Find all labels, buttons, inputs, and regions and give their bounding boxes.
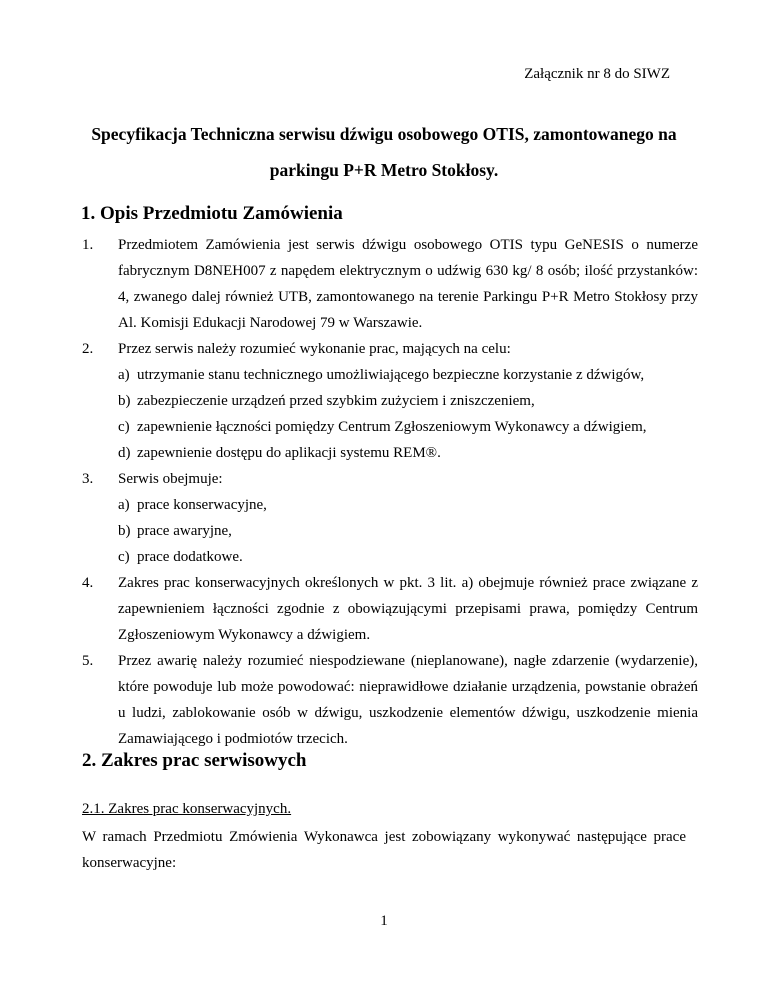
- sub-list-text: prace dodatkowe.: [137, 549, 243, 565]
- list-item-text: Przedmiotem Zamówienia jest serwis dźwigu osobowego OTIS typu GeNESIS o numerze fabrycznym D8NEH007 z napędem elektrycznym o udźwig 630 kg/ 8 osób; ilość przystanków: 4, zwanego dalej również UTB, zamontowanego na terenie Parkingu P+R Metro Stokłosy przy Al. Komisji Edukacji Narodowej 79 w Warszawie.: [118, 237, 698, 331]
- sub-list: [118, 362, 698, 466]
- list-item: [82, 570, 698, 648]
- attachment-label: Załącznik nr 8 do SIWZ: [524, 66, 670, 82]
- section-1-list: [82, 232, 698, 752]
- sub-list-letter: a): [118, 367, 130, 383]
- section-2-1-heading: 2.1. Zakres prac konserwacyjnych.: [82, 801, 292, 817]
- sub-list-letter: b): [118, 523, 131, 539]
- sub-list-text: zapewnienie dostępu do aplikacji systemu REM®.: [137, 445, 441, 461]
- sub-list-letter: c): [118, 419, 130, 435]
- sub-list-letter: c): [118, 549, 130, 565]
- sub-list: [118, 492, 698, 570]
- title-line-1: Specyfikacja Techniczna serwisu dźwigu osobowego OTIS, zamontowanego na: [91, 124, 677, 144]
- section-2-heading: 2. Zakres prac serwisowych: [82, 750, 307, 771]
- sub-list-text: prace awaryjne,: [137, 523, 232, 539]
- list-item-number: 4.: [82, 575, 94, 591]
- sub-list-item: [118, 518, 698, 544]
- title-line-2: parkingu P+R Metro Stokłosy.: [269, 160, 499, 180]
- sub-list-letter: a): [118, 497, 130, 513]
- sub-list-item: [118, 440, 698, 466]
- list-item-text: Przez awarię należy rozumieć niespodziewane (nieplanowane), nagłe zdarzenie (wydarzenie), które powoduje lub może powodować: nieprawidłowe działanie urządzenia, powstanie obrażeń u ludzi, zablokowanie osób w dźwigu, uszkodzenie elementów dźwigu, uszkodzenie mienia Zamawiającego i podmiotów trzecich.: [118, 653, 698, 747]
- list-item-number: 1.: [82, 237, 94, 253]
- sub-list-letter: b): [118, 393, 131, 409]
- sub-list-text: utrzymanie stanu technicznego umożliwiającego bezpieczne korzystanie z dźwigów,: [137, 367, 645, 383]
- sub-list-text: prace konserwacyjne,: [137, 497, 267, 513]
- section-1-heading: 1. Opis Przedmiotu Zamówienia: [81, 203, 343, 224]
- sub-list-item: [118, 492, 698, 518]
- list-item: [82, 232, 698, 336]
- list-item-text: Zakres prac konserwacyjnych określonych w pkt. 3 lit. a) obejmuje również prace związane z zapewnieniem łączności zgodnie z obowiązującymi przepisami prawa, pomiędzy Centrum Zgłoszeniowym Wykonawcy a dźwigiem.: [118, 575, 698, 643]
- list-item-text: Serwis obejmuje:: [118, 471, 223, 487]
- document-title: [80, 116, 688, 188]
- list-item: [82, 336, 698, 362]
- sub-list-text: zapewnienie łączności pomiędzy Centrum Zgłoszeniowym Wykonawcy a dźwigiem,: [137, 419, 647, 435]
- sub-list-item: [118, 362, 698, 388]
- page-number: 1: [380, 913, 388, 929]
- list-item-number: 3.: [82, 471, 94, 487]
- list-item-number: 5.: [82, 653, 94, 669]
- list-item-number: 2.: [82, 341, 94, 357]
- section-2-1-paragraph: W ramach Przedmiotu Zmówienia Wykonawca jest zobowiązany wykonywać następujące prace konserwacyjne:: [82, 829, 686, 871]
- sub-list-item: [118, 544, 698, 570]
- sub-list-text: zabezpieczenie urządzeń przed szybkim zużyciem i zniszczeniem,: [137, 393, 535, 409]
- sub-list-item: [118, 388, 698, 414]
- list-item: [82, 466, 698, 492]
- list-item-text: Przez serwis należy rozumieć wykonanie prac, mających na celu:: [118, 341, 511, 357]
- sub-list-letter: d): [118, 445, 131, 461]
- sub-list-item: [118, 414, 698, 440]
- list-item: [82, 648, 698, 752]
